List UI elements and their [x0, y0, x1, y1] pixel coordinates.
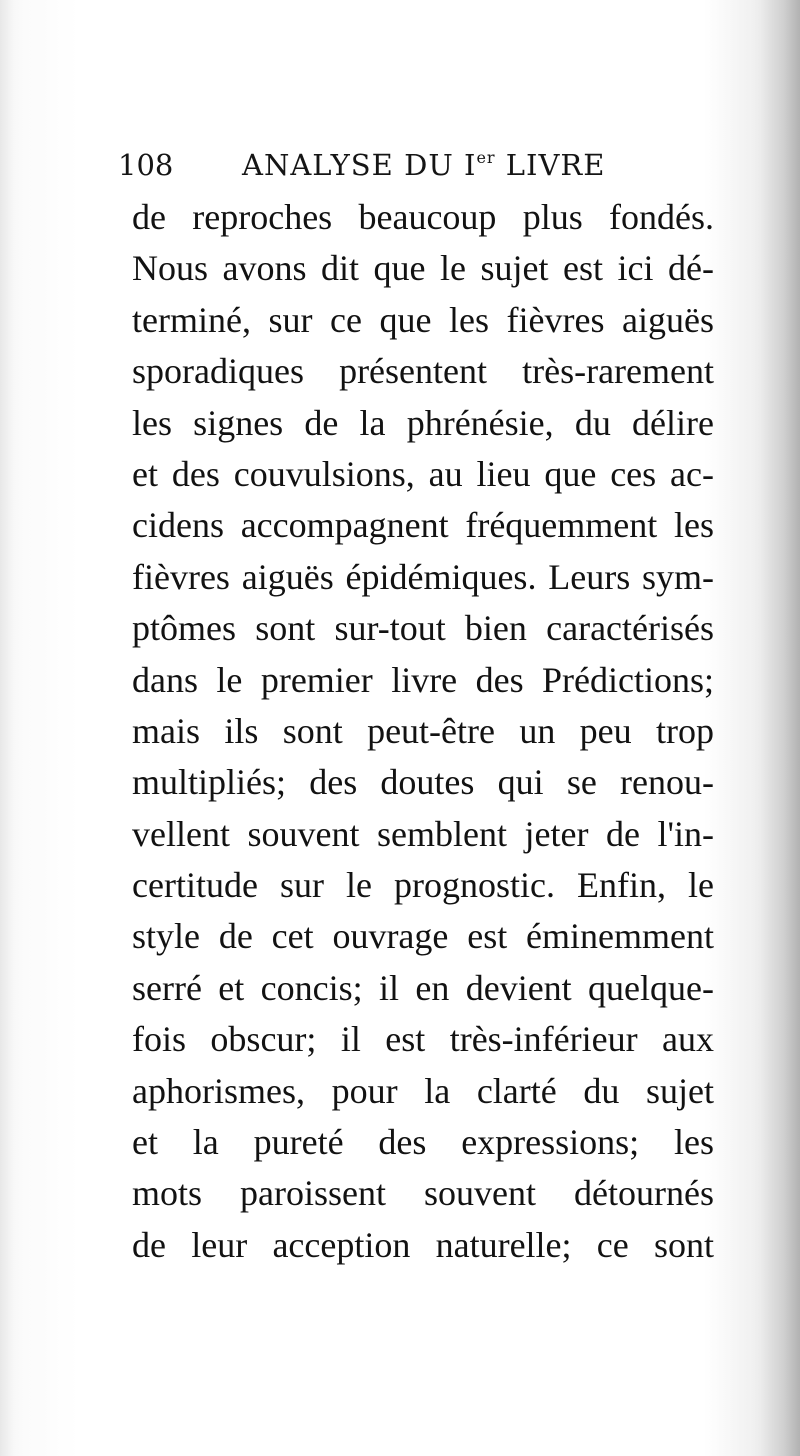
running-head-superscript: er — [476, 148, 496, 167]
text-line: certitude sur le prognostic. Enfin, le — [132, 865, 714, 906]
running-head-suffix: LIVRE — [495, 148, 606, 182]
page-number: 108 — [118, 148, 174, 182]
text-line: les signes de la phrénésie, du délire — [132, 402, 714, 443]
running-head — [242, 148, 605, 182]
text-line: sporadiques présentent très-rarement — [132, 351, 714, 392]
text-line: de reproches beaucoup plus fondés. — [132, 197, 714, 237]
text-line: ptômes sont sur-tout bien caractérisés — [132, 608, 714, 649]
text-line: de leur acception naturelle; ce sont — [132, 1224, 714, 1265]
page-gutter-shadow — [760, 0, 800, 1456]
text-line: terminé, sur ce que les fièvres aiguës — [132, 299, 714, 340]
text-line: cidens accompagnent fréquemment les — [132, 505, 714, 546]
text-line: fois obscur; il est très-inférieur aux — [132, 1019, 714, 1060]
text-line: style de cet ouvrage est éminemment — [132, 916, 714, 957]
text-line: mots paroissent souvent détournés — [132, 1173, 714, 1214]
text-line: fièvres aiguës épidémiques. Leurs sym- — [132, 556, 714, 597]
text-line: vellent souvent semblent jeter de l'in- — [132, 813, 714, 854]
text-line: et la pureté des expressions; les — [132, 1122, 714, 1163]
page-header — [118, 142, 718, 192]
page-left-edge — [0, 0, 14, 1456]
text-line: Nous avons dit que le sujet est ici dé- — [132, 248, 714, 289]
text-line: serré et concis; il en devient quelque- — [132, 967, 714, 1008]
text-line: dans le premier livre des Prédictions; — [132, 659, 714, 700]
running-head-prefix: ANALYSE DU I — [242, 148, 477, 182]
text-line: et des couvulsions, au lieu que ces ac- — [132, 453, 714, 494]
body-text — [132, 192, 714, 1271]
text-line: multipliés; des doutes qui se renou- — [132, 762, 714, 803]
text-line: aphorismes, pour la clarté du sujet — [132, 1070, 714, 1111]
text-line: mais ils sont peut-être un peu trop — [132, 710, 714, 751]
